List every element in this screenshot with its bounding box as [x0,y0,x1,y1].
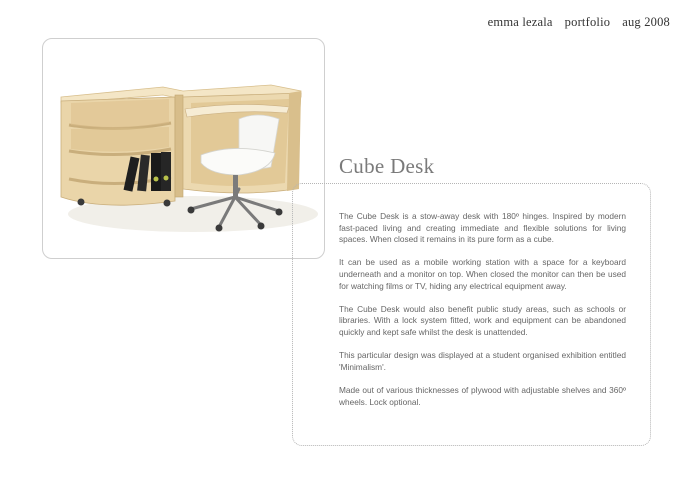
nav-name-link[interactable]: emma lezala [487,15,553,29]
description-paragraph: The Cube Desk is a stow-away desk with 180º hinges. Inspired by modern fast-paced living and creating immediate and flexible solutions for living spaces. When closed it remains in its pure form as a cube. [339,211,626,245]
description-text [339,211,626,420]
description-paragraph: Made out of various thicknesses of plywood with adjustable shelves and 360º wheels. Lock optional. [339,384,626,407]
description-paragraph: The Cube Desk would also benefit public study areas, such as schools or libraries. With a lock system fitted, work and equipment can be abandoned quickly and kept safe whilst the desk is unattended. [339,303,626,337]
page-title: Cube Desk [339,154,435,178]
description-paragraph: It can be used as a mobile working station with a space for a keyboard underneath and a monitor on top. When closed the monitor can then be used for watching films or TV, hiding any electrical equipment away. [339,257,626,291]
description-paragraph: This particular design was displayed at a student organised exhibition entitled 'Minimalism'. [339,350,626,372]
top-navigation [488,15,670,30]
nav-portfolio-link[interactable]: portfolio [564,15,611,29]
nav-date-link[interactable]: aug 2008 [622,15,670,29]
product-photo [42,38,325,259]
cube-desk-illustration [43,39,325,259]
